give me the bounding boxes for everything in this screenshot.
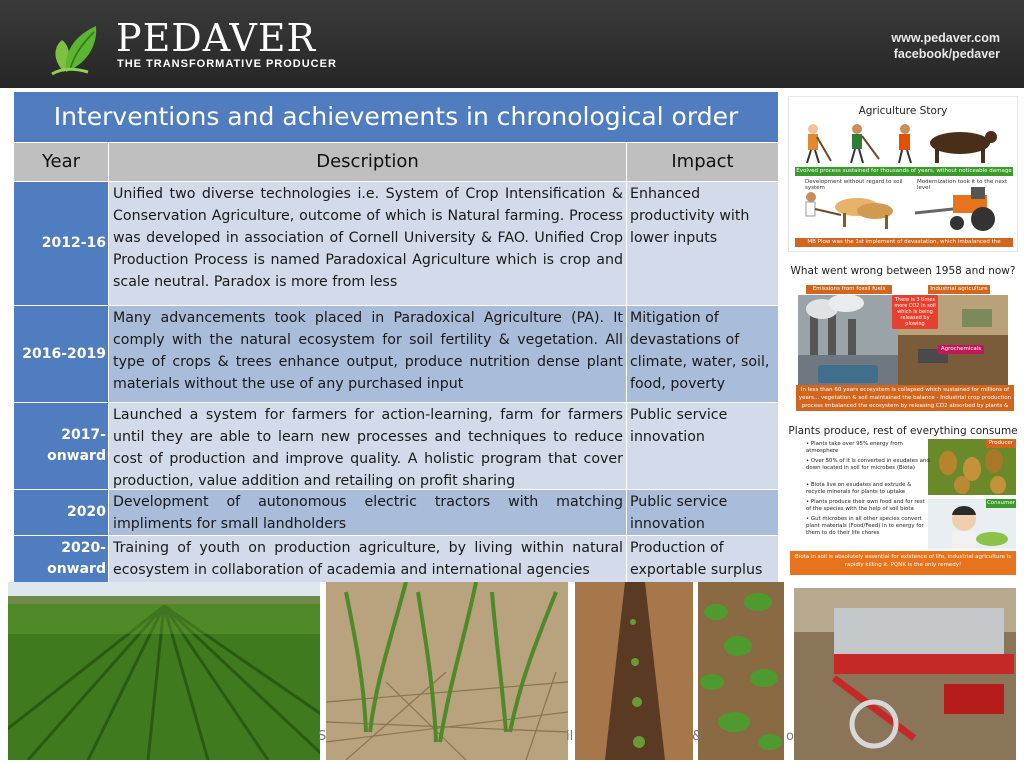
plants-bullet: • Biota live on exudates and extrude & recycle minerals for plants to uptake — [806, 482, 912, 495]
farmer-hoe-illustration — [795, 121, 1013, 165]
caption-fragment: & — [692, 729, 703, 744]
what-went-wrong-panel — [788, 259, 1018, 415]
header-bar — [0, 0, 1024, 88]
leaf-logo-icon — [44, 12, 108, 78]
description-cell: Training of youth on production agriculture, by living within natural ecosystem in collaboration of academia and international agencies — [109, 536, 626, 582]
brand-tagline: THE TRANSFORMATIVE PRODUCER — [117, 58, 337, 70]
plants-bullet: • Over 50% of it is converted in exudates and down located in soil for microbes (Biota) — [806, 458, 930, 471]
plants-bullet: • Plants take over 95% energy from atmosphere — [806, 441, 903, 454]
crop-field-photo — [8, 582, 320, 760]
description-cell: Many advancements took placed in Paradoxical Agriculture (PA). It comply with the natural ecosystem for soil fertility & vegetation. All type of crops & trees enhance output, produce nutrition dense plant materials without the use of any purchased input — [109, 306, 626, 402]
wrong-orange-banner: In less than 60 years ecosystem is collapsed which sustained for millions of years... vegetation & soil maintained the balance - Industrial crop production process imbalanced the ecosystem by releasing CO2 absorbed by plants & retained by soil ! — [796, 385, 1014, 411]
agriculture-story-panel — [788, 96, 1018, 252]
bullet-text: Over 50% of it is converted in exudates and down located in soil for microbes (Biota) — [806, 458, 930, 471]
label-consumer: Consumer — [986, 500, 1016, 506]
description-cell: Unified two diverse technologies i.e. System of Crop Intensification & Conservation Agriculture, outcome of which is Natural farming. Process was developed in association of Cornell University & FAO. Unified Crop Production Process is named Paradoxical Agriculture which is crop and scale neutral. Paradox is more from less — [109, 182, 626, 305]
description-cell: Launched a system for farmers for action-learning, farm for farmers until they are able to learn new processes and techniques to reduce cost of production and improve quality. A holistic program that cover production, value addition and retailing on profit sharing — [109, 403, 626, 489]
year-cell: 2017-onward — [14, 403, 108, 489]
plants-bullet: • Gut microbes in all other species convert plant materials (Food/Feed) in to energy for them to do their life chores — [806, 516, 924, 536]
co2-callout: There is 3 times more CO2 in soil which is being released by plowing — [892, 295, 938, 329]
plants-bullet: • Plants produce their own food and for rest of the species with the help of soil biota — [806, 499, 925, 512]
plants-banner: Biota in soil is absolutely essential for existence of life, industrial agriculture is rapidly killing it. PQNK is the only remedy! — [790, 551, 1016, 575]
column-header-year: Year — [14, 143, 108, 181]
panel-title: What went wrong between 1958 and now? — [790, 265, 1016, 277]
impact-cell: Mitigation of devastations of climate, water, soil, food, poverty — [627, 306, 778, 402]
tractor-illustration — [913, 185, 1013, 233]
story-orange-banner: MB Plow was the 1st implement of devastation, which imbalanced the ecosystem — [795, 238, 1013, 247]
contact-info — [891, 30, 1000, 62]
story-green-banner: Evolved process sustained for thousands of years, without noticeable damage — [796, 168, 1012, 174]
story-caption-right: Modernization took it to the next level — [917, 179, 1008, 191]
impact-cell: Public service innovation — [627, 490, 778, 535]
label-producer: Producer — [986, 439, 1016, 448]
bullet-text: Plants produce their own food and for rest of the species with the help of soil biota — [806, 499, 925, 512]
column-header-impact: Impact — [627, 143, 778, 181]
page-title: Interventions and achievements in chronological order — [14, 92, 778, 142]
description-cell: Development of autonomous electric tractors with matching impliments for small landholders — [109, 490, 626, 535]
brand-name: PEDAVER — [116, 16, 317, 60]
bullet-text: Gut microbes in all other species convert plant materials (Food/Feed) in to energy for them to do their life chores — [806, 516, 924, 536]
impact-cell: Public service innovation — [627, 403, 778, 489]
caption-fragment: il — [566, 729, 574, 744]
label-agrochemicals: Agrochemicals — [938, 345, 984, 354]
panel-title: Agriculture Story — [858, 105, 948, 117]
impact-cell: Enhanced productivity with lower inputs — [627, 182, 778, 305]
caption-fragment: o — [786, 729, 794, 744]
garlic-plants-photo — [326, 582, 568, 760]
bullet-text: Biota live on exudates and extrude & recycle minerals for plants to uptake — [806, 482, 912, 495]
facebook-link[interactable]: facebook/pedaver — [893, 47, 1000, 61]
label-industrial-agriculture: Industrial agriculture — [928, 285, 990, 294]
column-header-description: Description — [109, 143, 626, 181]
year-cell: 2012-16 — [14, 182, 108, 305]
year-cell: 2016-2019 — [14, 306, 108, 402]
impact-cell: Production of exportable surplus — [627, 536, 778, 582]
seedlings-photo — [698, 582, 784, 760]
year-cell: 2020 — [14, 490, 108, 535]
story-caption-left: Development without regard to soil system — [805, 179, 903, 191]
website-link[interactable]: www.pedaver.com — [891, 31, 1000, 45]
mulched-rows-photo — [575, 582, 693, 760]
caption-fragment: S — [318, 729, 327, 744]
planter-machine-photo — [794, 588, 1016, 760]
label-fossil-fuels: Emissions from fossil fuels — [806, 285, 892, 294]
year-cell: 2020-onward — [14, 536, 108, 582]
panel-title: Plants produce, rest of everything consume — [788, 425, 1018, 437]
bullet-text: Plants take over 95% energy from atmosphere — [806, 441, 903, 454]
ox-plough-illustration — [795, 187, 899, 233]
